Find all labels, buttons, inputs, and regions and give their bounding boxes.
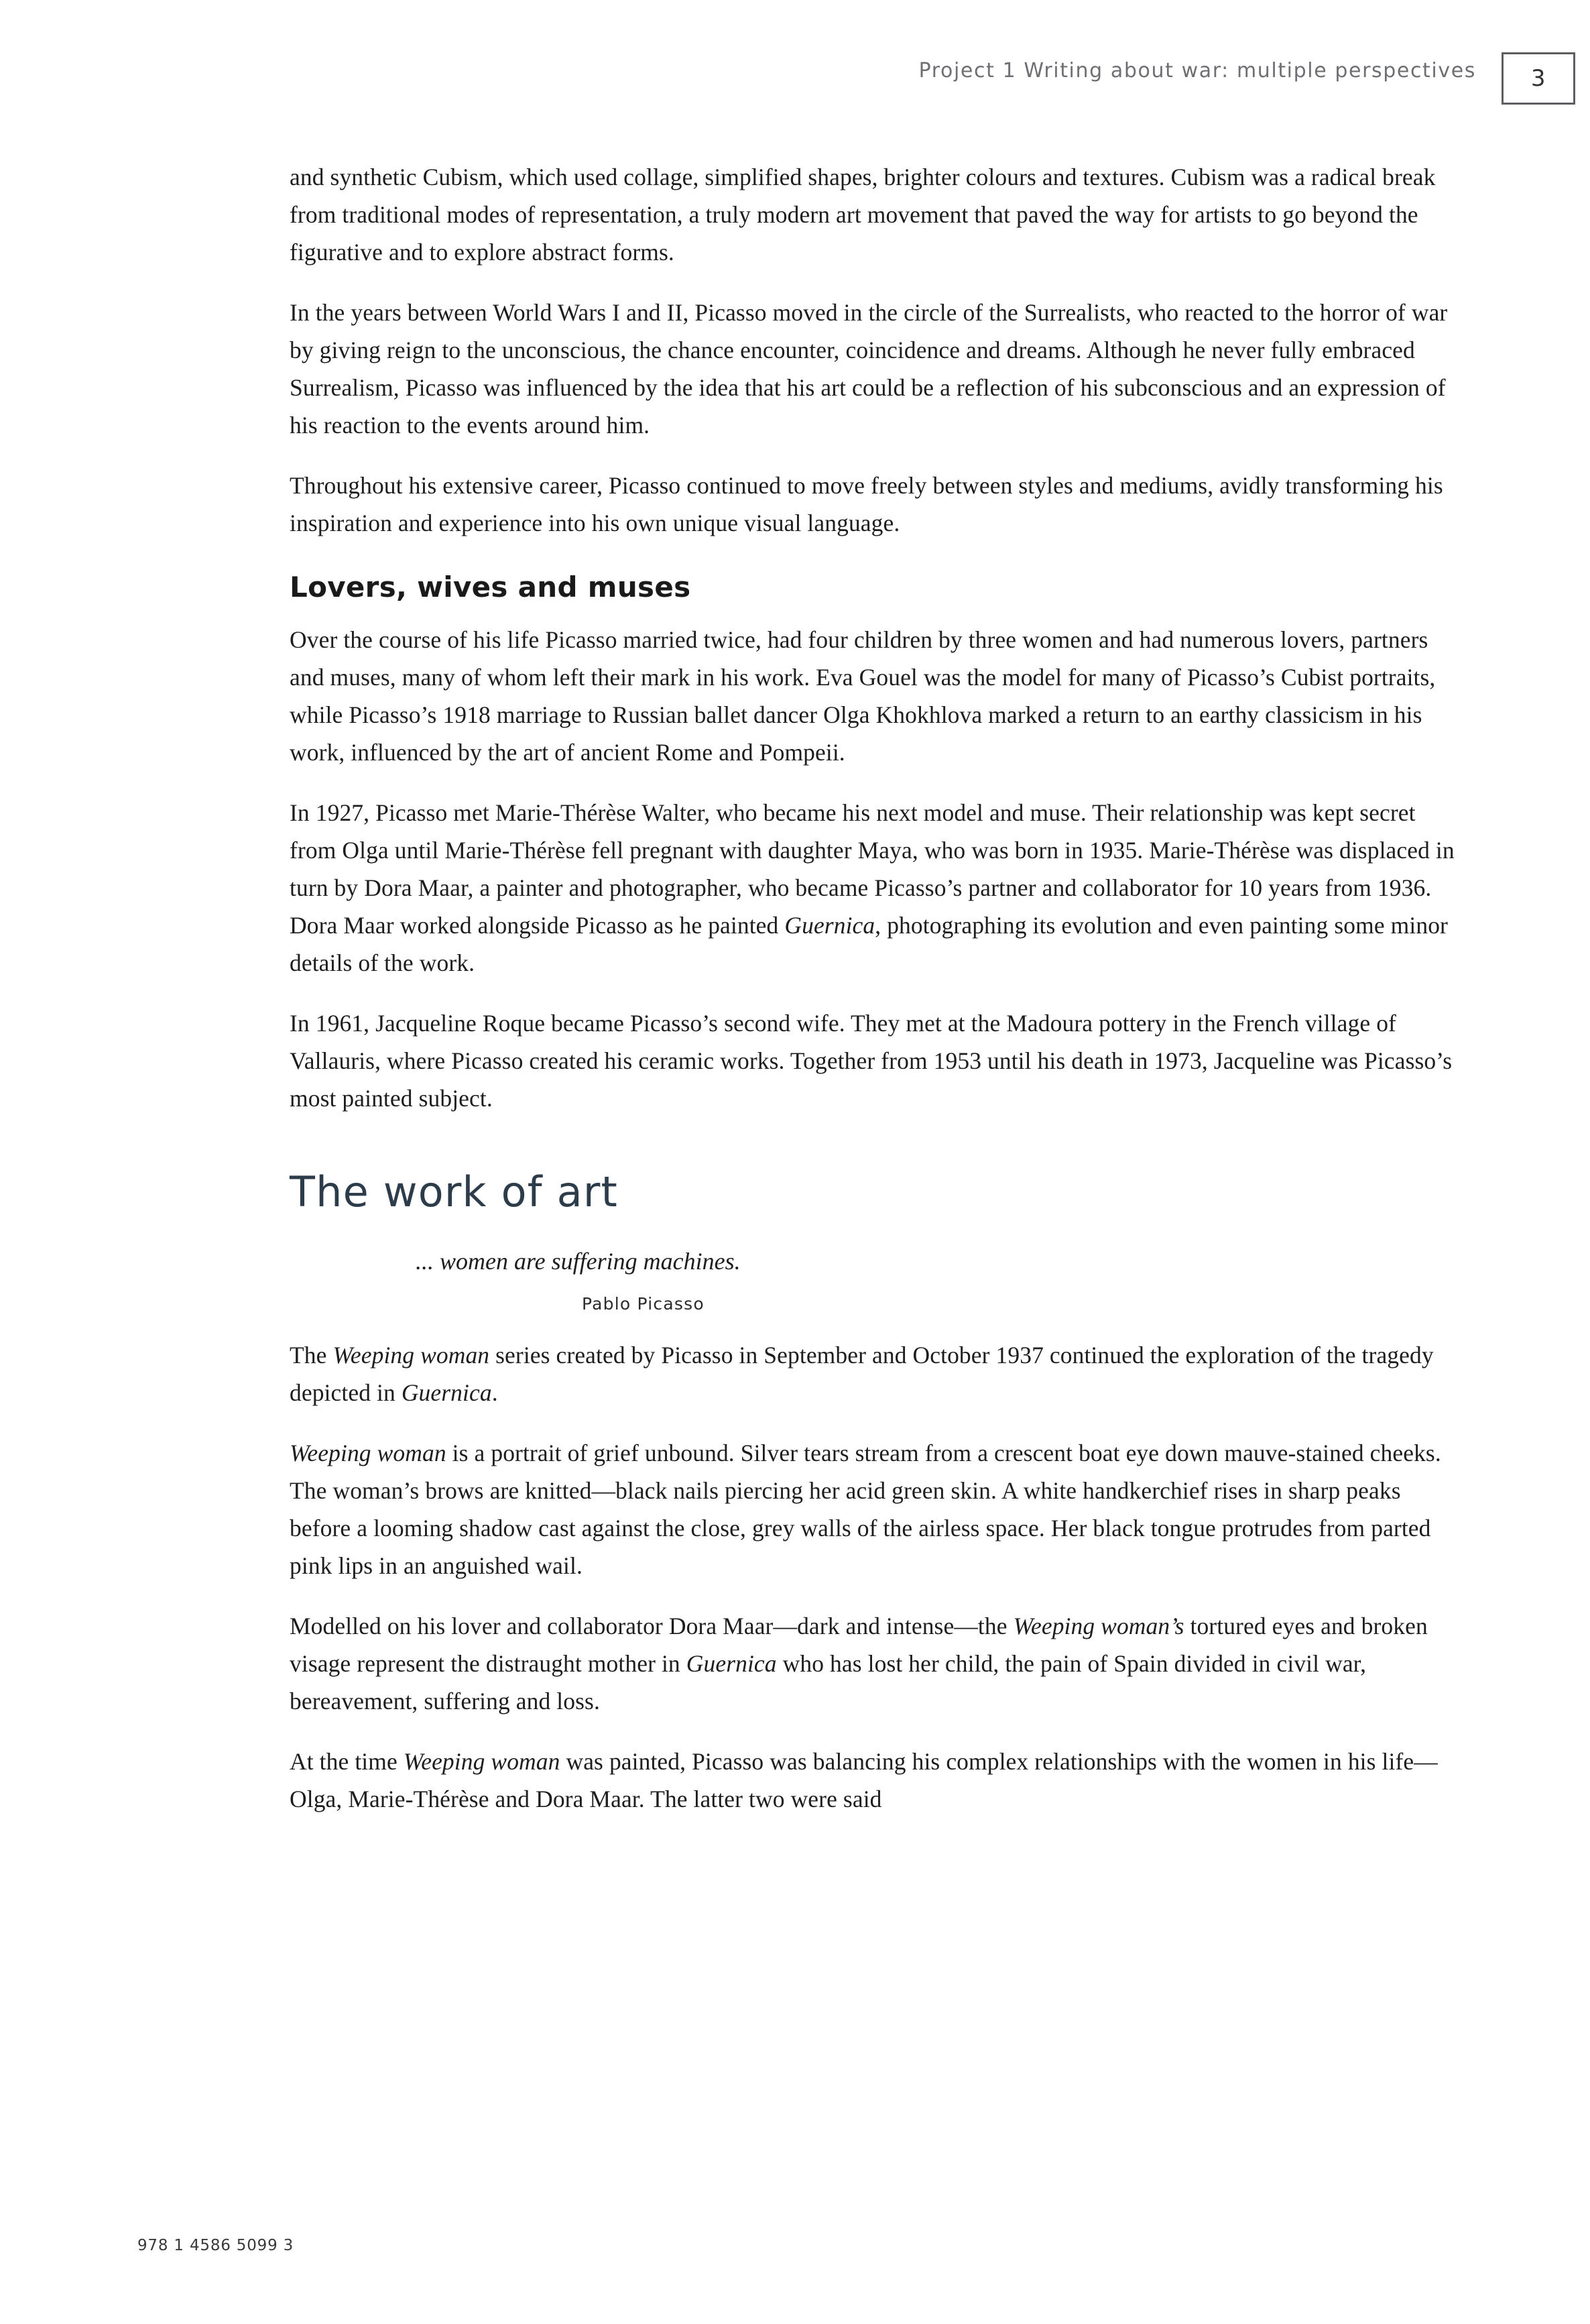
paragraph-over-the-course: Over the course of his life Picasso married twice, had four children by three women and had numerous lovers, partners and muses, many of whom left their mark in his work. Eva Gouel was the model for many of Picasso’s Cubist portraits, while Picasso’s 1918 marriage to Russian ballet dancer Olga Khokhlova marked a return to an earthy classicism in his work, influenced by the art of ancient Rome and Pompeii.	[290, 626, 1436, 766]
text-column	[290, 158, 1461, 1841]
paragraph-weeping-series: The Weeping woman series created by Picasso in September and October 1937 continued the exploration of the tragedy depicted in Guernica.	[290, 1341, 1434, 1406]
pull-quote-attribution: Pablo Picasso	[582, 1293, 705, 1314]
isbn-text: 978 1 4586 5099 3	[137, 2237, 294, 2254]
pull-quote-text: ... women are suffering machines.	[416, 1247, 741, 1275]
paragraph-jacqueline: In 1961, Jacqueline Roque became Picasso’s second wife. They met at the Madoura pottery in the French village of Vallauris, where Picasso created his ceramic works. Together from 1953 until his death in 1973, Jacqueline was Picasso’s most painted subject.	[290, 1010, 1453, 1112]
paragraph-career: Throughout his extensive career, Picasso continued to move freely between styles and mediums, avidly transforming his inspiration and experience into his own unique visual language.	[290, 472, 1443, 536]
paragraph-surrealists: In the years between World Wars I and II, Picasso moved in the circle of the Surrealists, who reacted to the horror of war by giving reign to the unconscious, the chance encounter, coincidence and dreams. Although he never fully embraced Surrealism, Picasso was influenced by the idea that his art could be a reflection of his subconscious and an expression of his reaction to the events around him.	[290, 299, 1448, 439]
page-footer	[137, 2237, 294, 2254]
running-head-title: Project 1 Writing about war: multiple perspectives	[918, 59, 1476, 82]
paragraph-at-the-time: At the time Weeping woman was painted, Picasso was balancing his complex relationships with the women in his life—Olga, Marie-Thérèse and Dora Maar. The latter two were said	[290, 1747, 1438, 1812]
page-number: 3	[1530, 65, 1546, 92]
paragraph-marie-therese: In 1927, Picasso met Marie-Thérèse Walter, who became his next model and muse. Their relationship was kept secret from Olga until Marie-Thérèse fell pregnant with daughter Maya, who was born in 1935. Marie-Thérèse was displaced in turn by Dora Maar, a painter and photographer, who became Picasso’s partner and collaborator for 10 years from 1936. Dora Maar worked alongside Picasso as he painted Guernica, photographing its evolution and even painting some minor details of the work.	[290, 799, 1455, 977]
page-number-box	[1502, 52, 1575, 105]
paragraph-modelled-on: Modelled on his lover and collaborator Dora Maar—dark and intense—the Weeping woman’s tortured eyes and broken visage represent the distraught mother in Guernica who has lost her child, the pain of Spain divided in civil war, bereavement, suffering and loss.	[290, 1612, 1428, 1715]
pull-quote	[290, 1243, 1461, 1314]
chapter-heading-the-work-of-art: The work of art	[290, 1167, 619, 1217]
section-heading-lovers-wives-and-muses: Lovers, wives and muses	[290, 571, 691, 603]
paragraph-portrait-of-grief: Weeping woman is a portrait of grief unbound. Silver tears stream from a crescent boat eye down mauve-stained cheeks. The woman’s brows are knitted—black nails piercing her acid green skin. A white handkerchief rises in sharp peaks before a looming shadow cast against the close, grey walls of the airless space. Her black tongue protrudes from parted pink lips in an anguished wail.	[290, 1439, 1441, 1579]
running-head	[0, 52, 1590, 113]
paragraph-cubism: and synthetic Cubism, which used collage, simplified shapes, brighter colours and textures. Cubism was a radical break from traditional modes of representation, a truly modern art movement that paved the way for artists to go beyond the figurative and to explore abstract forms.	[290, 164, 1436, 266]
